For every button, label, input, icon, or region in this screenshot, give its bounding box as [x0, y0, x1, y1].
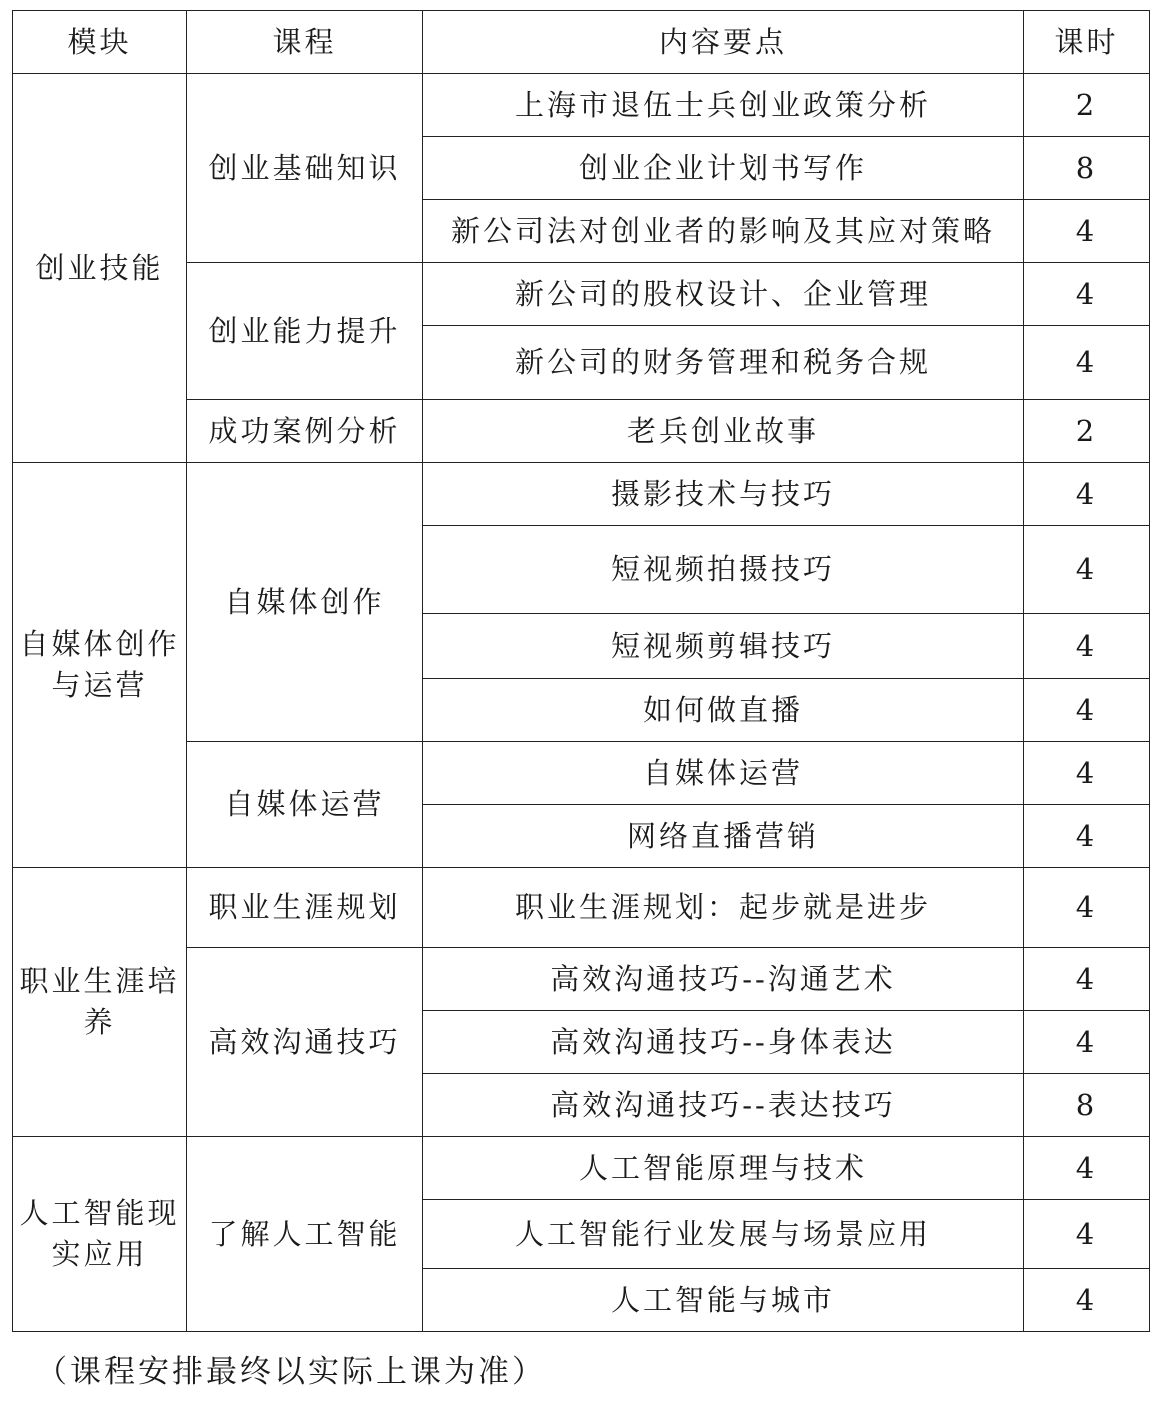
- hours-cell: 4: [1024, 1137, 1150, 1200]
- hours-cell: 8: [1024, 1074, 1150, 1137]
- hours-cell: 4: [1024, 679, 1150, 742]
- course-cell: 成功案例分析: [187, 400, 423, 463]
- content-cell: 高效沟通技巧--表达技巧: [423, 1074, 1024, 1137]
- content-cell: 人工智能原理与技术: [423, 1137, 1024, 1200]
- hours-cell: 4: [1024, 1200, 1150, 1269]
- header-course: 课程: [187, 11, 423, 74]
- content-cell: 人工智能与城市: [423, 1269, 1024, 1332]
- content-cell: 新公司的财务管理和税务合规: [423, 326, 1024, 400]
- header-hours: 课时: [1024, 11, 1150, 74]
- table-row: [13, 1137, 1150, 1200]
- content-cell: 网络直播营销: [423, 805, 1024, 868]
- module-cell: 自媒体创作与运营: [13, 463, 187, 868]
- course-schedule-table: [12, 10, 1150, 1332]
- table-row: [13, 463, 1150, 526]
- content-cell: 摄影技术与技巧: [423, 463, 1024, 526]
- hours-cell: 2: [1024, 400, 1150, 463]
- table-header-row: [13, 11, 1150, 74]
- content-cell: 自媒体运营: [423, 742, 1024, 805]
- module-cell: 职业生涯培养: [13, 868, 187, 1137]
- hours-cell: 8: [1024, 137, 1150, 200]
- hours-cell: 4: [1024, 1011, 1150, 1074]
- hours-cell: 4: [1024, 742, 1150, 805]
- course-cell: 了解人工智能: [187, 1137, 423, 1332]
- table-row: [13, 868, 1150, 948]
- header-module: 模块: [13, 11, 187, 74]
- content-cell: 如何做直播: [423, 679, 1024, 742]
- hours-cell: 4: [1024, 868, 1150, 948]
- hours-cell: 4: [1024, 1269, 1150, 1332]
- course-cell: 职业生涯规划: [187, 868, 423, 948]
- hours-cell: 4: [1024, 326, 1150, 400]
- content-cell: 老兵创业故事: [423, 400, 1024, 463]
- hours-cell: 4: [1024, 200, 1150, 263]
- hours-cell: 4: [1024, 263, 1150, 326]
- course-cell: 创业基础知识: [187, 74, 423, 263]
- content-cell: 上海市退伍士兵创业政策分析: [423, 74, 1024, 137]
- content-cell: 短视频拍摄技巧: [423, 526, 1024, 614]
- content-cell: 职业生涯规划：起步就是进步: [423, 868, 1024, 948]
- content-cell: 新公司法对创业者的影响及其应对策略: [423, 200, 1024, 263]
- hours-cell: 4: [1024, 526, 1150, 614]
- content-cell: 人工智能行业发展与场景应用: [423, 1200, 1024, 1269]
- course-cell: 自媒体创作: [187, 463, 423, 742]
- content-cell: 创业企业计划书写作: [423, 137, 1024, 200]
- module-cell: 人工智能现实应用: [13, 1137, 187, 1332]
- content-cell: 高效沟通技巧--身体表达: [423, 1011, 1024, 1074]
- content-cell: 短视频剪辑技巧: [423, 614, 1024, 679]
- hours-cell: 4: [1024, 463, 1150, 526]
- header-content: 内容要点: [423, 11, 1024, 74]
- content-cell: 新公司的股权设计、企业管理: [423, 263, 1024, 326]
- hours-cell: 4: [1024, 614, 1150, 679]
- course-cell: 高效沟通技巧: [187, 948, 423, 1137]
- content-cell: 高效沟通技巧--沟通艺术: [423, 948, 1024, 1011]
- schedule-note: （课程安排最终以实际上课为准）: [36, 1354, 546, 1390]
- hours-cell: 2: [1024, 74, 1150, 137]
- table-row: [13, 74, 1150, 137]
- hours-cell: 4: [1024, 805, 1150, 868]
- course-cell: 创业能力提升: [187, 263, 423, 400]
- module-cell: 创业技能: [13, 74, 187, 463]
- course-cell: 自媒体运营: [187, 742, 423, 868]
- hours-cell: 4: [1024, 948, 1150, 1011]
